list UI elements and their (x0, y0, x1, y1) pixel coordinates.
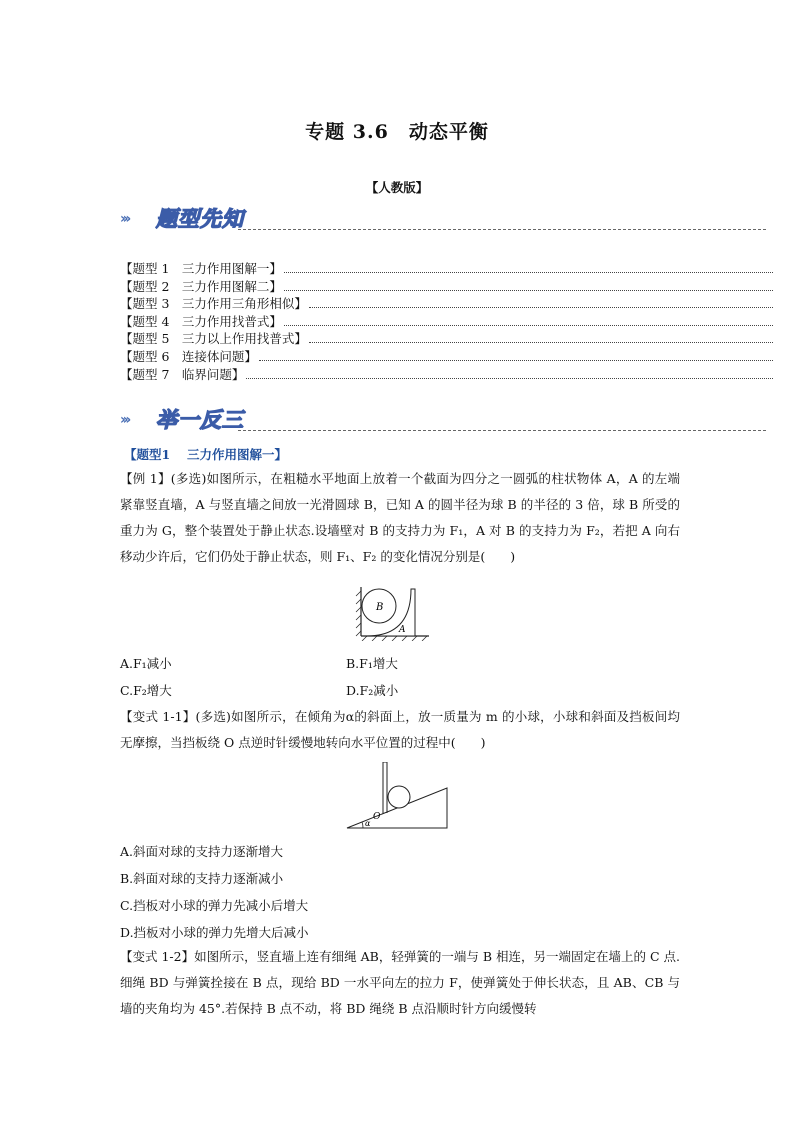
option-d[interactable]: D.F₂减小 (346, 683, 399, 698)
leader-dots (284, 325, 773, 326)
figure-incline-board (343, 762, 449, 832)
page-title: 专题 3.6 动态平衡 (305, 121, 489, 143)
leader-dots (246, 378, 773, 379)
leader-dots (284, 290, 773, 291)
leader-dots (284, 272, 773, 273)
leader-dots (309, 342, 773, 343)
section-title: 【题型1 三力作用图解一】 (124, 447, 288, 462)
toc-item[interactable]: 【题型 1 三力作用图解一】 (120, 260, 775, 278)
option-c[interactable]: C.F₂增大 (120, 683, 172, 698)
ball-label: B (376, 602, 384, 613)
option-c[interactable]: C.挡板对小球的弹力先减小后增大 (120, 898, 309, 913)
option-a[interactable]: A.斜面对球的支持力逐渐增大 (120, 844, 284, 859)
triple-arrow-icon: ››› (120, 211, 129, 227)
variant-1-1-text: 【变式 1-1】(多选)如图所示，在倾角为α的斜面上，放一质量为 m 的小球，小球和斜面及挡板间均无摩擦，当挡板绕 O 点逆时针缓慢地转向水平位置的过程中( ) (120, 709, 680, 750)
banner-title: 题型先知 (156, 207, 244, 231)
toc-item[interactable]: 【题型 3 三力作用三角形相似】 (120, 295, 775, 313)
toc-item[interactable]: 【题型 2 三力作用图解二】 (120, 278, 775, 296)
banner-title: 举一反三 (156, 408, 244, 432)
triple-arrow-icon: ››› (120, 412, 129, 428)
table-of-contents (120, 260, 775, 383)
leader-dots (259, 360, 773, 361)
toc-item[interactable]: 【题型 7 临界问题】 (120, 366, 775, 384)
toc-item[interactable]: 【题型 4 三力作用找普式】 (120, 313, 775, 331)
edition-label: 【人教版】 (365, 180, 429, 195)
option-d[interactable]: D.挡板对小球的弹力先增大后减小 (120, 925, 309, 940)
banner-divider (238, 430, 766, 431)
banner-question-types (120, 203, 766, 235)
leader-dots (309, 307, 773, 308)
toc-item[interactable]: 【题型 5 三力以上作用找普式】 (120, 330, 775, 348)
pivot-label: O (373, 812, 381, 822)
option-b[interactable]: B.斜面对球的支持力逐渐减小 (120, 871, 284, 886)
banner-examples (120, 404, 766, 436)
example-1-text: 【例 1】(多选)如图所示，在粗糙水平地面上放着一个截面为四分之一圆弧的柱状物体 A，A 的左端紧靠竖直墙，A 与竖直墙之间放一光滑圆球 B，已知 A 的圆半径为球 B 的半径的 3 倍，球 B 所受的重力为 G，整个装置处于静止状态.设墙壁对 B 的支持力为 F₁，A 对 B 的支持力为 F₂，若把 A 向右移动少许后，它们仍处于静止状态，则 F₁、F₂ 的变化情况分别是( ) (120, 471, 680, 564)
angle-label: α (365, 819, 371, 828)
figure-ball-wall-arc (355, 585, 435, 641)
option-a[interactable]: A.F₁减小 (120, 656, 172, 671)
variant-1-2-text: 【变式 1-2】如图所示，竖直墙上连有细绳 AB，轻弹簧的一端与 B 相连，另一端固定在墙上的 C 点.细绳 BD 与弹簧拴接在 B 点，现给 BD 一水平向左的拉力 F，使弹簧处于伸长状态，且 AB、CB 与墙的夹角均为 45°.若保持 B 点不动，将 BD 绳绕 B 点沿顺时针方向缓慢转 (120, 949, 680, 1016)
banner-divider (238, 229, 766, 230)
block-label: A (399, 625, 406, 635)
option-b[interactable]: B.F₁增大 (346, 656, 398, 671)
toc-item[interactable]: 【题型 6 连接体问题】 (120, 348, 775, 366)
